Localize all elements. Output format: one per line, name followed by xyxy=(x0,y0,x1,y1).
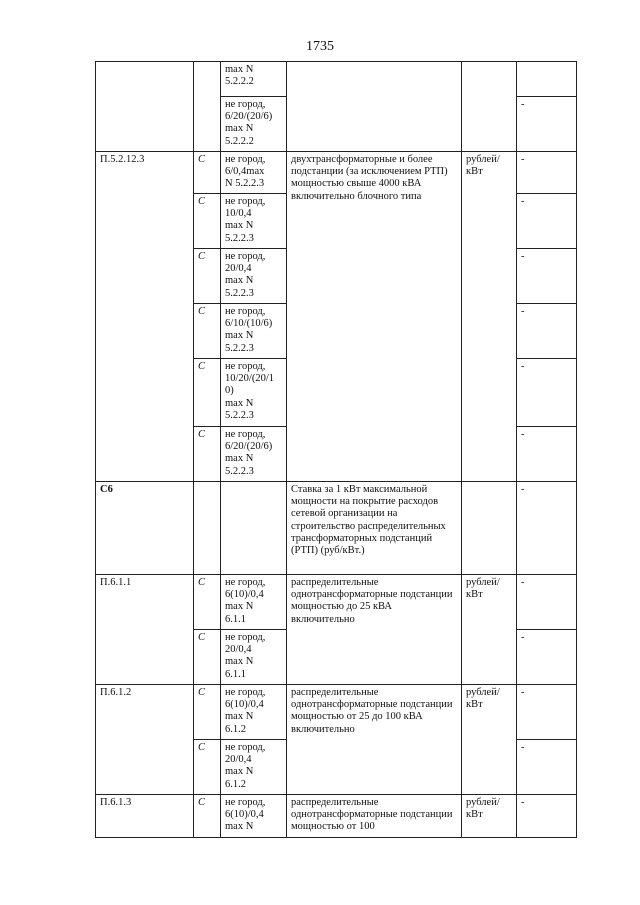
row-letter: C xyxy=(194,427,221,482)
row-description: двухтрансформаторные и более подстанции (за исключением РТП) мощностью свыше 4000 кВА включительно блочного типа xyxy=(287,152,462,482)
row-value: - xyxy=(517,97,577,152)
row-code: П.6.1.1 xyxy=(96,575,194,685)
row-voltage: не город, 10/20/(20/1 0) max N 5.2.2.3 xyxy=(221,359,287,427)
row-unit: рублей/ кВт xyxy=(462,152,517,482)
row-letter: C xyxy=(194,152,221,194)
row-value: - xyxy=(517,152,577,194)
row-voltage: не город, 20/0,4 max N 5.2.2.3 xyxy=(221,249,287,304)
row-description xyxy=(287,62,462,152)
row-letter: C xyxy=(194,575,221,630)
table-row xyxy=(96,685,577,740)
row-voltage: не город, 20/0,4 max N 6.1.2 xyxy=(221,740,287,795)
row-voltage: не город, 6(10)/0,4 max N 6.1.2 xyxy=(221,685,287,740)
row-code: П.5.2.12.3 xyxy=(96,152,194,482)
row-letter: C xyxy=(194,630,221,685)
row-voltage: не город, 6(10)/0,4 max N 6.1.1 xyxy=(221,575,287,630)
row-letter xyxy=(194,482,221,575)
row-voltage xyxy=(221,482,287,575)
table-row xyxy=(96,795,577,838)
row-code: П.6.1.2 xyxy=(96,685,194,795)
row-code: С6 xyxy=(96,482,194,575)
row-value: - xyxy=(517,685,577,740)
row-unit: рублей/ кВт xyxy=(462,795,517,838)
row-voltage: не город, 20/0,4 max N 6.1.1 xyxy=(221,630,287,685)
table-row xyxy=(96,482,577,575)
row-value: - xyxy=(517,427,577,482)
row-letter: C xyxy=(194,359,221,427)
row-value: - xyxy=(517,575,577,630)
row-value: - xyxy=(517,740,577,795)
row-description: Ставка за 1 кВт максимальной мощности на покрытие расходов сетевой организации на строительство распределительных трансформаторных подстанций (РТП) (руб/кВт.) xyxy=(287,482,462,575)
row-letter: C xyxy=(194,685,221,740)
row-code xyxy=(96,62,194,152)
row-letter: C xyxy=(194,249,221,304)
row-value: - xyxy=(517,630,577,685)
row-value xyxy=(517,62,577,97)
row-description: распределительные однотрансформаторные подстанции мощностью от 100 xyxy=(287,795,462,838)
row-letter: C xyxy=(194,304,221,359)
table-row xyxy=(96,152,577,194)
row-value: - xyxy=(517,795,577,838)
row-voltage: не город, 6/20/(20/6) max N 5.2.2.3 xyxy=(221,427,287,482)
row-letter: C xyxy=(194,740,221,795)
row-voltage: не город, 6/10/(10/6) max N 5.2.2.3 xyxy=(221,304,287,359)
row-letter: C xyxy=(194,194,221,249)
row-voltage: max N 5.2.2.2 xyxy=(221,62,287,97)
row-value: - xyxy=(517,194,577,249)
page-number: 1735 xyxy=(306,39,334,54)
row-letter: C xyxy=(194,795,221,838)
row-voltage: не город, 6/20/(20/6) max N 5.2.2.2 xyxy=(221,97,287,152)
row-unit: рублей/ кВт xyxy=(462,685,517,795)
row-value: - xyxy=(517,482,577,575)
row-value: - xyxy=(517,359,577,427)
table-row xyxy=(96,62,577,97)
tariff-table xyxy=(95,61,577,838)
row-voltage: не город, 6/0,4max N 5.2.2.3 xyxy=(221,152,287,194)
row-unit xyxy=(462,482,517,575)
row-unit: рублей/ кВт xyxy=(462,575,517,685)
row-value: - xyxy=(517,249,577,304)
table-row xyxy=(96,575,577,630)
row-voltage: не город, 10/0,4 max N 5.2.2.3 xyxy=(221,194,287,249)
row-unit xyxy=(462,62,517,152)
row-value: - xyxy=(517,304,577,359)
row-description: распределительные однотрансформаторные подстанции мощностью от 25 до 100 кВА включительно xyxy=(287,685,462,795)
row-description: распределительные однотрансформаторные подстанции мощностью до 25 кВА включительно xyxy=(287,575,462,685)
row-letter xyxy=(194,62,221,152)
row-code: П.6.1.3 xyxy=(96,795,194,838)
row-voltage: не город, 6(10)/0,4 max N xyxy=(221,795,287,838)
